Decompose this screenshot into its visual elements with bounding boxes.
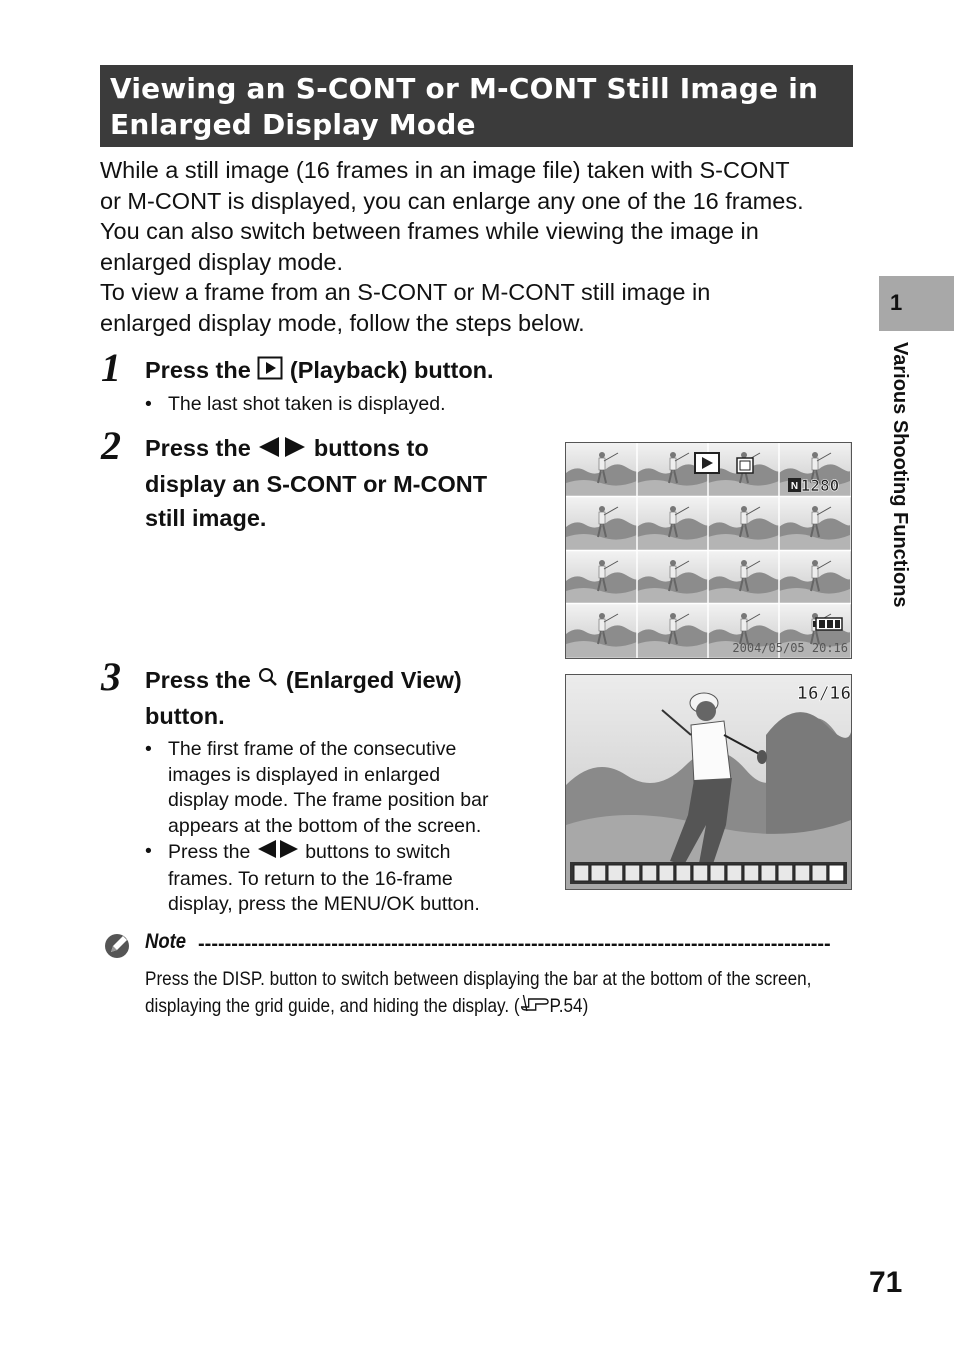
note-divider: ----------------------------------------------------------------------------------------------- [198, 933, 831, 955]
list-item: • The last shot taken is displayed. [145, 392, 446, 418]
playback-mode-icon [695, 453, 719, 473]
chapter-number: 1 [890, 290, 903, 315]
intro-text [100, 155, 860, 338]
section-title: Viewing an S-CONT or M-CONT Still Image in Enlarged Display Mode [110, 72, 819, 141]
frame-position-segment [778, 865, 793, 881]
list-item: • The first frame of the consecutive images is displayed in enlarged display mode. The frame position bar appears at the bottom of the screen. [145, 737, 550, 839]
intro-line: To view a frame from an S-CONT or M-CONT still image in [100, 279, 711, 305]
step-3-number: 3 [101, 654, 121, 699]
left-right-arrows-icon [256, 839, 300, 867]
frame-position-segment [693, 865, 708, 881]
intro-line: While a still image (16 frames in an image file) taken with S-CONT [100, 157, 790, 183]
svg-text:N: N [790, 481, 799, 492]
intro-line: or M-CONT is displayed, you can enlarge any one of the 16 frames. [100, 187, 804, 214]
battery-icon [813, 618, 842, 630]
frame-count: 1280 [800, 476, 840, 495]
pointing-hand-icon [520, 993, 550, 1021]
frame-position-segment [591, 865, 606, 881]
frame-position-segment [727, 865, 742, 881]
intro-line: enlarged display mode. [100, 248, 343, 275]
frame-position-segment [608, 865, 623, 881]
playback-icon [257, 355, 283, 389]
frame-position-bar [570, 862, 847, 884]
note-body: Press the DISP. button to switch between displaying the bar at the bottom of the screen, displaying the grid guide, and hiding the display. ( P.54) [145, 966, 853, 1021]
step-1-bullets [145, 392, 446, 418]
note-pencil-icon [103, 930, 131, 965]
page-number: 71 [869, 1266, 903, 1299]
frame-position-segment [625, 865, 640, 881]
section-title-bar [100, 65, 853, 147]
sixteen-frame-screenshot [565, 442, 852, 659]
step-1-number: 1 [101, 345, 121, 390]
intro-line: You can also switch between frames while viewing the image in [100, 218, 759, 244]
intro-line: enlarged display mode, follow the steps below. [100, 309, 585, 336]
frame-position-segment [710, 865, 725, 881]
left-right-arrows-icon [257, 433, 307, 467]
frame-position-segment [761, 865, 776, 881]
frame-position-counter: 16/16 [796, 683, 851, 704]
frame-position-segment [795, 865, 810, 881]
step-2-text: Press the buttons to display an S-CONT or M-CONT still image. [145, 431, 487, 535]
frame-position-segment [676, 865, 691, 881]
sixteen-frame-grid-image [566, 443, 851, 658]
frame-position-segment [659, 865, 674, 881]
frame-position-segment [574, 865, 589, 881]
list-item: • Press the buttons to switch frames. To return to the 16-frame display, press the MENU/OK button. [145, 839, 550, 918]
frame-position-segment [829, 865, 844, 881]
step-3-bullets [145, 737, 550, 918]
frame-position-segment [812, 865, 827, 881]
step-3-text: Press the (Enlarged View) button. [145, 663, 462, 733]
enlarged-frame-image [566, 675, 851, 889]
date-time: 2004/05/05 20:16 [732, 641, 848, 655]
s-cont-mode-icon [737, 458, 753, 473]
note-heading: Note [145, 930, 187, 953]
enlarged-view-screenshot [565, 674, 852, 890]
chapter-title: Various Shooting Functions [889, 342, 911, 608]
resolution-icon [788, 478, 801, 492]
magnifier-icon [257, 665, 279, 699]
frame-position-segment [642, 865, 657, 881]
step-1-text: Press the (Playback) button. [145, 353, 494, 389]
frame-position-segment [744, 865, 759, 881]
step-2-number: 2 [101, 423, 121, 468]
